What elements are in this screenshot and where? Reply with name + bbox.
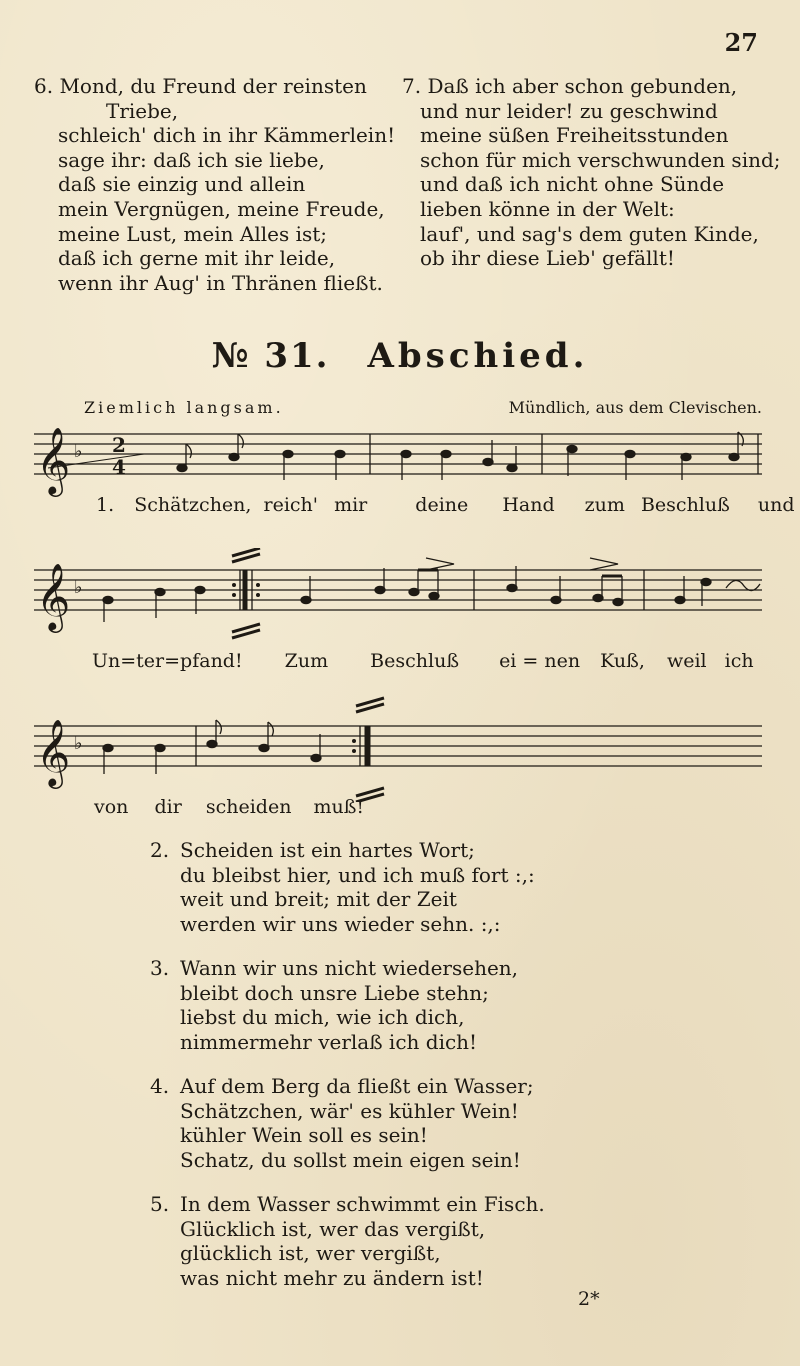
verse-line: lauf', und sag's dem guten Kinde, <box>420 221 759 246</box>
verse-line: lieben könne in der Welt: <box>420 196 675 221</box>
lyric-syllable: dir <box>154 796 182 818</box>
verse-line: kühler Wein soll es sein! <box>180 1123 428 1147</box>
verse-line: schleich' dich in ihr Kämmerlein! <box>58 123 396 148</box>
lyric-syllable: Hand <box>502 494 555 516</box>
page-number: 27 <box>724 28 758 57</box>
lyrics-line-3 <box>94 796 364 818</box>
accent-marks <box>426 558 618 570</box>
verse-line: Wann wir uns nicht wiedersehen, <box>180 956 519 980</box>
lyric-syllable: mir <box>334 494 368 516</box>
lyrics-line-2 <box>92 650 754 672</box>
prev-verse-6 <box>34 74 395 295</box>
song-source: Mündlich, aus dem Clevischen. <box>508 398 762 417</box>
lyric-syllable: muß! <box>313 796 365 818</box>
lyric-syllable: 1. <box>96 494 115 516</box>
lyric-syllable: Beschluß <box>370 650 460 672</box>
prev-verse-7 <box>402 74 781 271</box>
verse-line: meine süßen Freiheitsstunden <box>420 123 729 148</box>
verse-line: Mond, du Freund der reinsten <box>59 74 367 98</box>
staff-notation <box>34 548 762 644</box>
notes-group <box>177 432 743 480</box>
verse-number: 3. <box>150 956 170 980</box>
verse-line: Daß ich aber schon gebunden, <box>427 74 738 98</box>
lyric-syllable: deine <box>415 494 469 516</box>
verse-line: meine Lust, mein Alles ist; <box>58 221 328 246</box>
treble-clef-icon: 𝄞 <box>36 426 71 494</box>
verse-line: Auf dem Berg da fließt ein Wasser; <box>180 1074 534 1098</box>
music-staff-3 <box>34 692 762 802</box>
verse-number: 2. <box>150 838 170 862</box>
verse-2 <box>150 838 545 936</box>
lyrics-line-1 <box>96 494 795 516</box>
verse-number: 7. <box>402 74 422 98</box>
music-staff-1 <box>34 424 762 500</box>
song-title <box>0 336 800 376</box>
verse-3 <box>150 956 545 1054</box>
verse-line: was nicht mehr zu ändern ist! <box>180 1265 484 1290</box>
verse-line: bleibt doch unsre Liebe stehn; <box>180 980 489 1005</box>
verse-line: weit und breit; mit der Zeit <box>180 887 457 911</box>
lyric-syllable: ei = nen <box>499 650 581 672</box>
lyric-syllable: von <box>94 796 129 818</box>
flat-icon: ♭ <box>74 441 83 462</box>
verse-line: daß ich gerne mit ihr leide, <box>58 246 336 271</box>
staff-notation <box>34 424 762 500</box>
verse-line: Glücklich ist, wer das vergißt, <box>180 1216 486 1241</box>
treble-clef-icon: 𝄞 <box>36 718 71 786</box>
lyric-syllable: weil <box>666 650 707 672</box>
verse-line: liebst du mich, wie ich dich, <box>180 1005 465 1029</box>
signature-mark: 2* <box>578 1288 600 1310</box>
verse-line: glücklich ist, wer vergißt, <box>180 1241 441 1265</box>
verse-line: In dem Wasser schwimmt ein Fisch. <box>180 1192 545 1216</box>
flat-icon: ♭ <box>74 577 83 598</box>
time-sig-bottom: 4 <box>112 455 126 479</box>
song-number: № 31. <box>211 336 330 376</box>
lyric-syllable: scheiden <box>205 796 292 818</box>
lyric-syllable: zum <box>584 494 625 516</box>
lyric-syllable: Beschluß <box>640 494 730 516</box>
verse-line: nimmermehr verlaß ich dich! <box>180 1029 478 1054</box>
verse-line: Triebe, <box>106 98 179 123</box>
lyric-syllable: Schätzchen, <box>134 494 252 516</box>
music-staff-2 <box>34 548 762 644</box>
verse-line: daß sie einzig und allein <box>58 172 306 197</box>
verse-line: wenn ihr Aug' in Thränen fließt. <box>58 270 383 295</box>
verse-line: und daß ich nicht ohne Sünde <box>420 172 725 197</box>
staff-notation <box>34 692 762 802</box>
verse-number: 6. <box>34 74 54 98</box>
time-sig-top: 2 <box>112 433 126 457</box>
verse-line: sage ihr: daß ich sie liebe, <box>58 147 325 172</box>
verse-line: und nur leider! zu geschwind <box>420 98 718 123</box>
verse-line: mein Vergnügen, meine Freude, <box>58 196 385 221</box>
verse-number: 4. <box>150 1074 170 1098</box>
flat-icon: ♭ <box>74 733 83 754</box>
verse-line: werden wir uns wieder sehn. :,: <box>180 911 501 936</box>
verse-line: Schätzchen, wär' es kühler Wein! <box>180 1098 519 1123</box>
verse-line: ob ihr diese Lieb' gefällt! <box>420 246 675 271</box>
notes-group <box>103 566 760 622</box>
treble-clef-icon: 𝄞 <box>36 562 71 630</box>
lyric-syllable: Kuß, <box>600 650 645 672</box>
lyric-syllable: ich <box>724 650 754 672</box>
verse-line: schon für mich verschwunden sind; <box>420 147 781 172</box>
verse-number: 5. <box>150 1192 170 1216</box>
verse-5 <box>150 1192 545 1290</box>
lyric-syllable: und <box>757 494 795 516</box>
lyric-syllable: Un=ter=pfand! <box>92 650 243 672</box>
song-verses <box>150 838 545 1310</box>
verse-line: Scheiden ist ein hartes Wort; <box>180 838 475 862</box>
tempo-marking: Ziemlich langsam. <box>84 398 284 417</box>
verse-line: Schatz, du sollst mein eigen sein! <box>180 1147 521 1172</box>
verse-line: du bleibst hier, und ich muß fort :,: <box>180 862 535 887</box>
song-name: Abschied. <box>367 336 589 376</box>
verse-4 <box>150 1074 545 1172</box>
lyric-syllable: reich' <box>263 494 319 516</box>
lyric-syllable: Zum <box>284 650 329 672</box>
